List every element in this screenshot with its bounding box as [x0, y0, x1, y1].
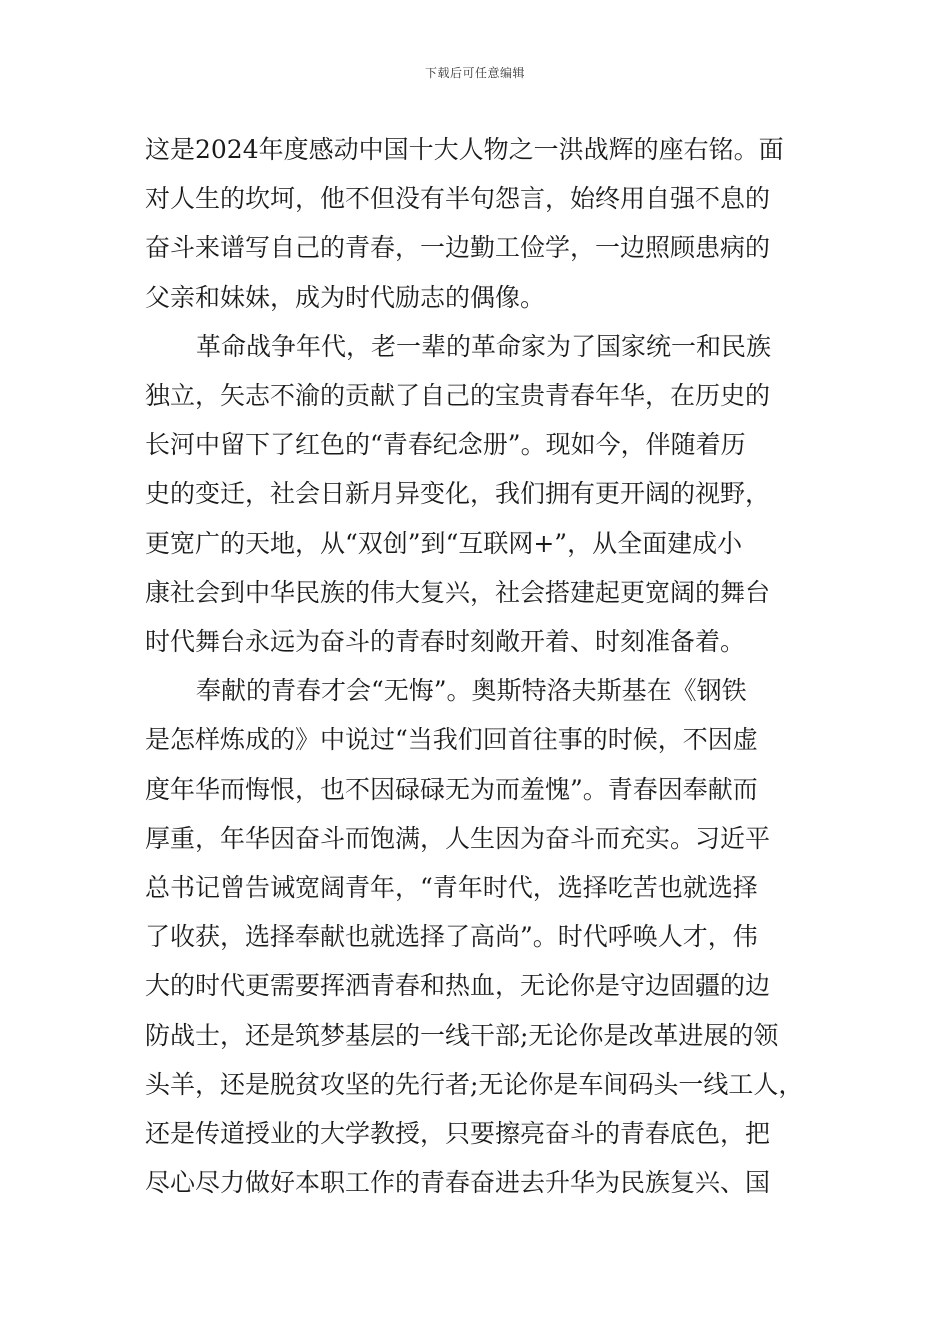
- text-line: 总书记曾告诫宽阔青年，“青年时代，选择吃苦也就选择: [145, 873, 758, 902]
- text-line: 这是2024年度感动中国十大人物之一洪战辉的座右铭。面: [145, 135, 784, 164]
- text-line: 奉献的青春才会“无悔”。奥斯特洛夫斯基在《钢铁: [196, 676, 747, 705]
- text-line: 防战士，还是筑梦基层的一线干部;无论你是改革进展的领: [145, 1021, 779, 1050]
- text-line: 奋斗来谱写自己的青春，一边勤工俭学，一边照顾患病的: [145, 233, 771, 262]
- text-line: 头羊，还是脱贫攻坚的先行者;无论你是车间码头一线工人，: [145, 1070, 804, 1099]
- text-line: 厚重，年华因奋斗而饱满，人生因为奋斗而充实。习近平: [145, 824, 771, 853]
- text-line: 是怎样炼成的》中说过“当我们回首往事的时候，不因虚: [145, 725, 758, 754]
- text-line: 康社会到中华民族的伟大复兴，社会搭建起更宽阔的舞台: [145, 578, 771, 607]
- text-line: 独立，矢志不渝的贡献了自己的宝贵青春年华，在历史的: [145, 381, 771, 410]
- text-line: 了收获，选择奉献也就选择了高尚”。时代呼唤人才，伟: [145, 922, 758, 951]
- text-line: 大的时代更需要挥洒青春和热血，无论你是守边固疆的边: [145, 971, 771, 1000]
- text-line: 父亲和妹妹，成为时代励志的偶像。: [145, 283, 546, 312]
- text-line: 革命战争年代，老一辈的革命家为了国家统一和民族: [196, 332, 772, 361]
- text-line: 还是传道授业的大学教授，只要擦亮奋斗的青春底色，把: [145, 1119, 771, 1148]
- text-line: 更宽广的天地，从“双创”到“互联网+”，从全面建成小: [145, 529, 743, 558]
- text-line: 史的变迁，社会日新月异变化，我们拥有更开阔的视野，: [145, 479, 771, 508]
- text-line: 对人生的坎坷，他不但没有半句怨言，始终用自强不息的: [145, 184, 771, 213]
- text-line: 尽心尽力做好本职工作的青春奋进去升华为民族复兴、国: [145, 1168, 771, 1197]
- page-header: 下载后可任意编辑: [424, 66, 525, 80]
- text-line: 度年华而悔恨，也不因碌碌无为而羞愧”。青春因奉献而: [145, 775, 758, 804]
- text-line: 时代舞台永远为奋斗的青春时刻敞开着、时刻准备着。: [145, 627, 746, 656]
- text-line: 长河中留下了红色的“青春纪念册”。现如今，伴随着历: [145, 430, 746, 459]
